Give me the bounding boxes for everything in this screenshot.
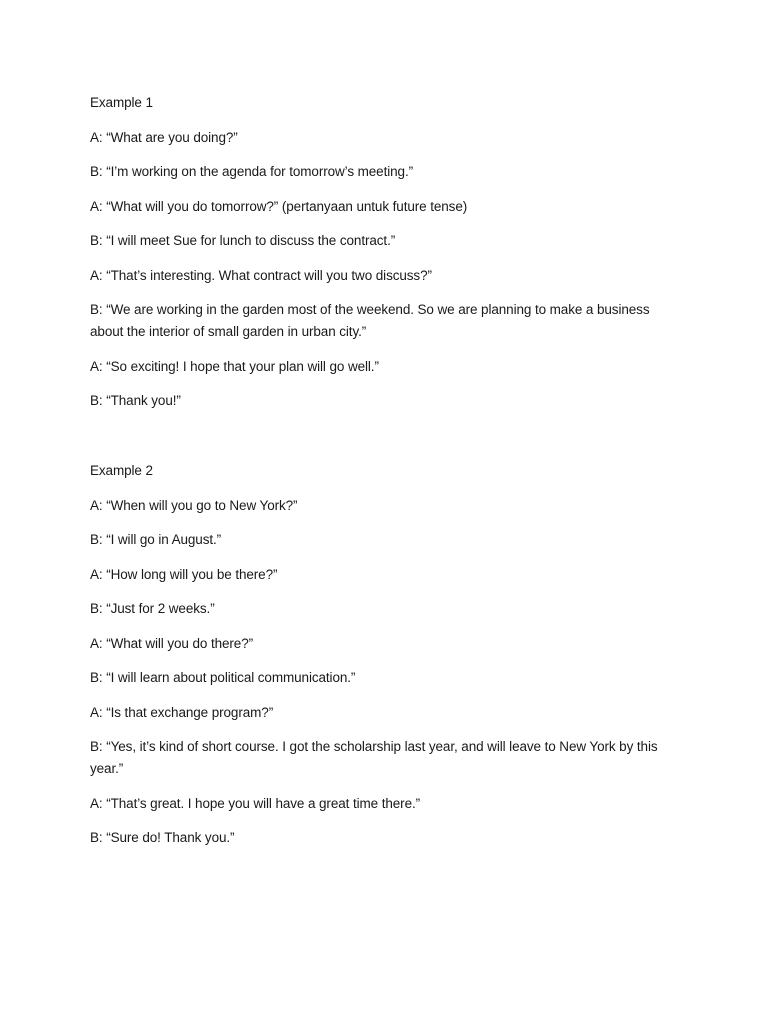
dialogue-line: A: “When will you go to New York?” [90,497,298,513]
dialogue-line: A: “What will you do there?” [90,635,254,651]
example-section-1 [90,92,680,425]
dialogue-line: B: “I will learn about political communication.” [90,670,356,685]
dialogue-line: A: “That’s interesting. What contract will you two discuss?” [90,267,432,283]
example-heading: Example 1 [90,95,153,110]
dialogue-line: A: “Is that exchange program?” [90,704,274,720]
dialogue-line: B: “Just for 2 weeks.” [90,601,215,616]
dialogue-line: A: “That’s great. I hope you will have a great time there.” [90,795,421,811]
dialogue-line: A: “How long will you be there?” [90,566,278,582]
dialogue-line: B: “Yes, it’s kind of short course. I got the scholarship last year, and will leave to New York by this year.” [90,739,658,776]
dialogue-line: B: “We are working in the garden most of the weekend. So we are planning to make a business about the interior of small garden in urban city.” [90,302,650,339]
example-section-2 [90,460,680,862]
dialogue-line: B: “I will meet Sue for lunch to discuss the contract.” [90,233,396,248]
dialogue-line: B: “Sure do! Thank you.” [90,830,235,845]
dialogue-line: B: “Thank you!” [90,393,181,408]
dialogue-line: A: “What are you doing?” [90,129,238,145]
dialogue-line: A: “So exciting! I hope that your plan will go well.” [90,358,379,374]
example-heading: Example 2 [90,463,153,478]
dialogue-line: B: “I will go in August.” [90,532,222,547]
dialogue-line: A: “What will you do tomorrow?” (pertanyaan untuk future tense) [90,198,468,214]
dialogue-line: B: “I’m working on the agenda for tomorrow’s meeting.” [90,164,413,179]
